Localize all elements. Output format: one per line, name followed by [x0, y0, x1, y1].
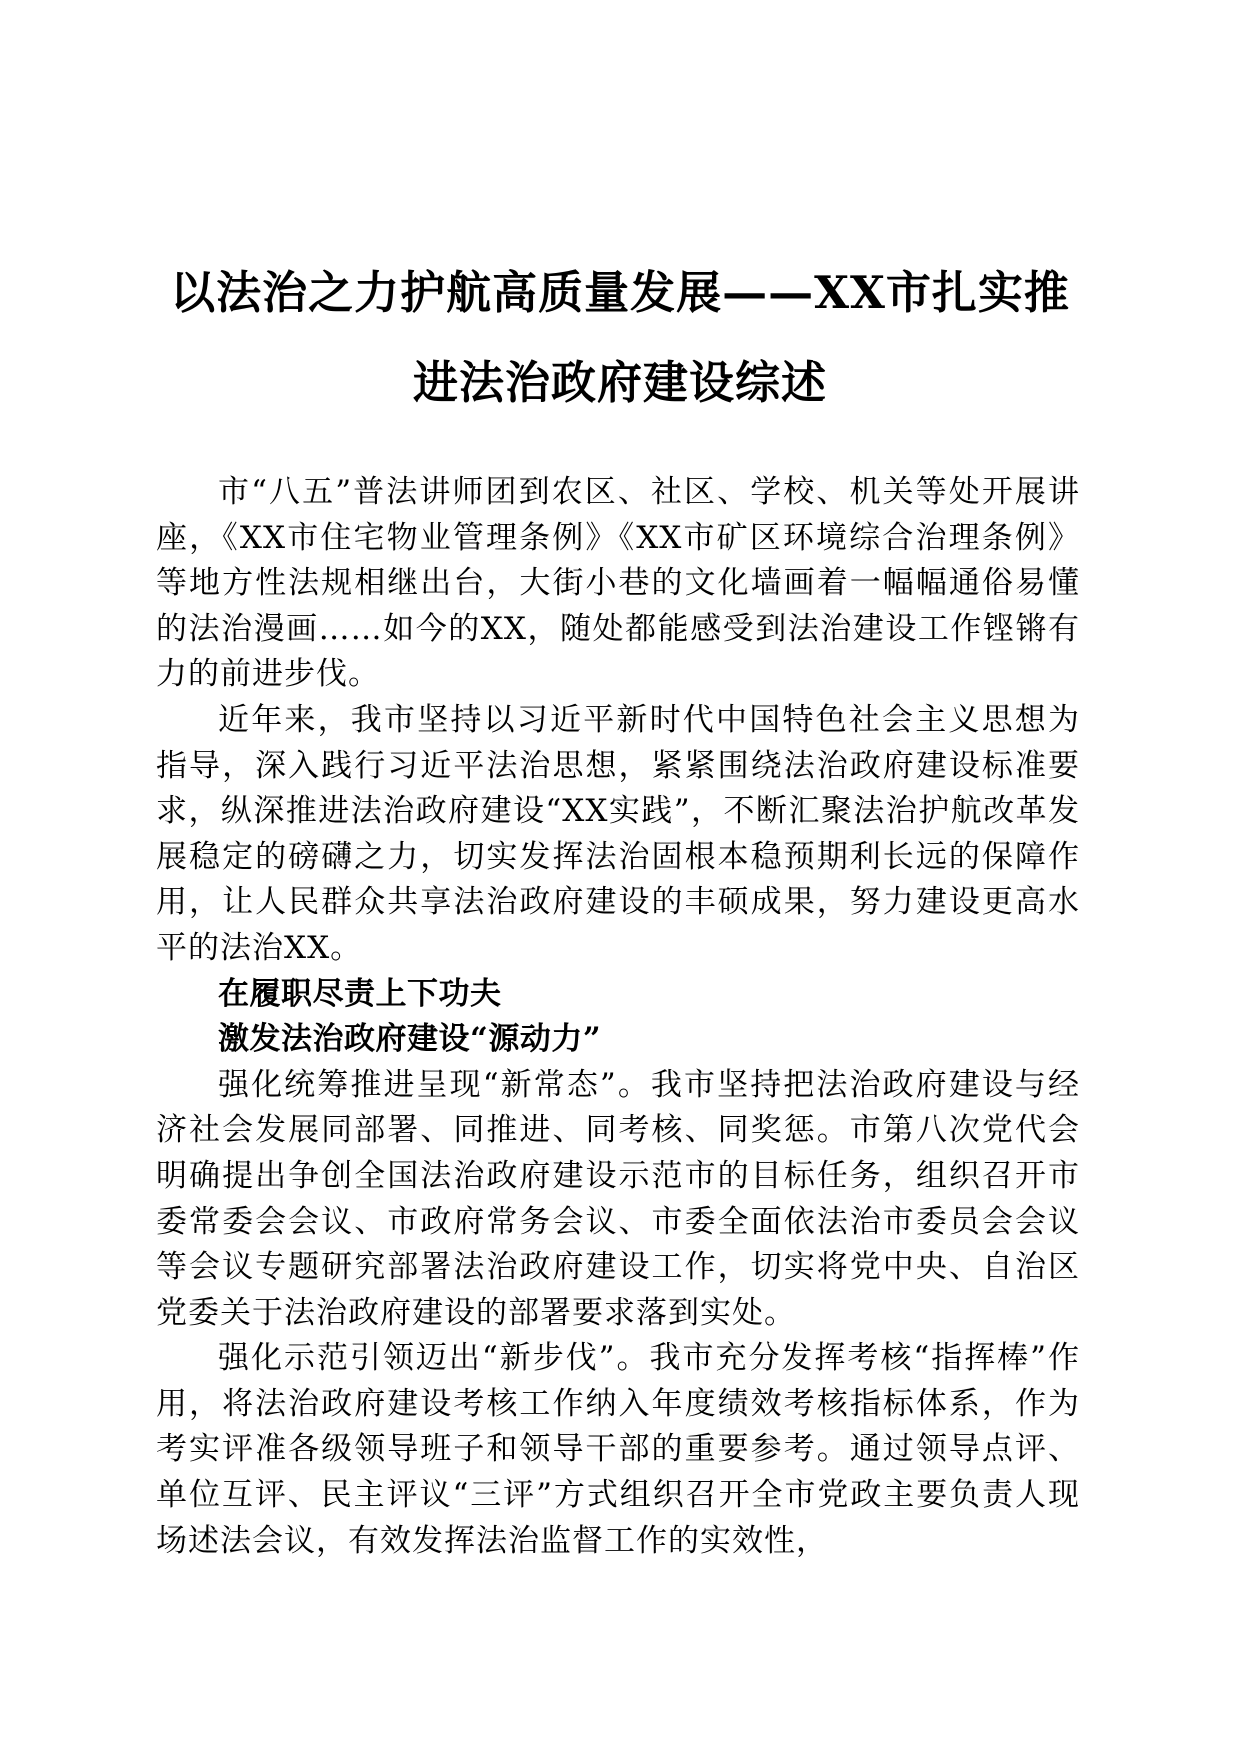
document-title — [140, 248, 1100, 428]
paragraph-intro: 市“八五”普法讲师团到农区、社区、学校、机关等处开展讲座，《XX市住宅物业管理条例》《XX市矿区环境综合治理条例》等地方性法规相继出台，大街小巷的文化墙画着一幅幅通俗易懂的法治漫画……如今的XX，随处都能感受到法治建设工作铿锵有力的前进步伐。 — [156, 474, 1080, 693]
paragraph-overview: 近年来，我市坚持以习近平新时代中国特色社会主义思想为指导，深入践行习近平法治思想，紧紧围绕法治政府建设标准要求，纵深推进法治政府建设“XX实践”，不断汇聚法治护航改革发展稳定的磅礴之力，切实发挥法治固根本稳预期利长远的保障作用，让人民群众共享法治政府建设的丰硕成果，努力建设更高水平的法治XX。 — [156, 701, 1080, 966]
section-subheading-1: 在履职尽责上下功夫 — [218, 975, 502, 1012]
paragraph-demonstration: 强化示范引领迈出“新步伐”。我市充分发挥考核“指挥棒”作用，将法治政府建设考核工作纳入年度绩效考核指标体系，作为考实评准各级领导班子和领导干部的重要参考。通过领导点评、单位互评、民主评议“三评”方式组织召开全市党政主要负责人现场述法会议，有效发挥法治监督工作的实效性， — [156, 1340, 1080, 1559]
paragraph-coordination: 强化统筹推进呈现“新常态”。我市坚持把法治政府建设与经济社会发展同部署、同推进、同考核、同奖惩。市第八次党代会明确提出争创全国法治政府建设示范市的目标任务，组织召开市委常委会会议、市政府常务会议、市委全面依法治市委员会会议等会议专题研究部署法治政府建设工作，切实将党中央、自治区党委关于法治政府建设的部署要求落到实处。 — [156, 1066, 1080, 1331]
title-line-2: 进法治政府建设综述 — [412, 356, 827, 409]
document-body — [156, 470, 1080, 1564]
title-line-1: 以法治之力护航高质量发展——XX市扎实推 — [170, 266, 1070, 319]
section-subheading-2: 激发法治政府建设“源动力” — [218, 1021, 602, 1058]
